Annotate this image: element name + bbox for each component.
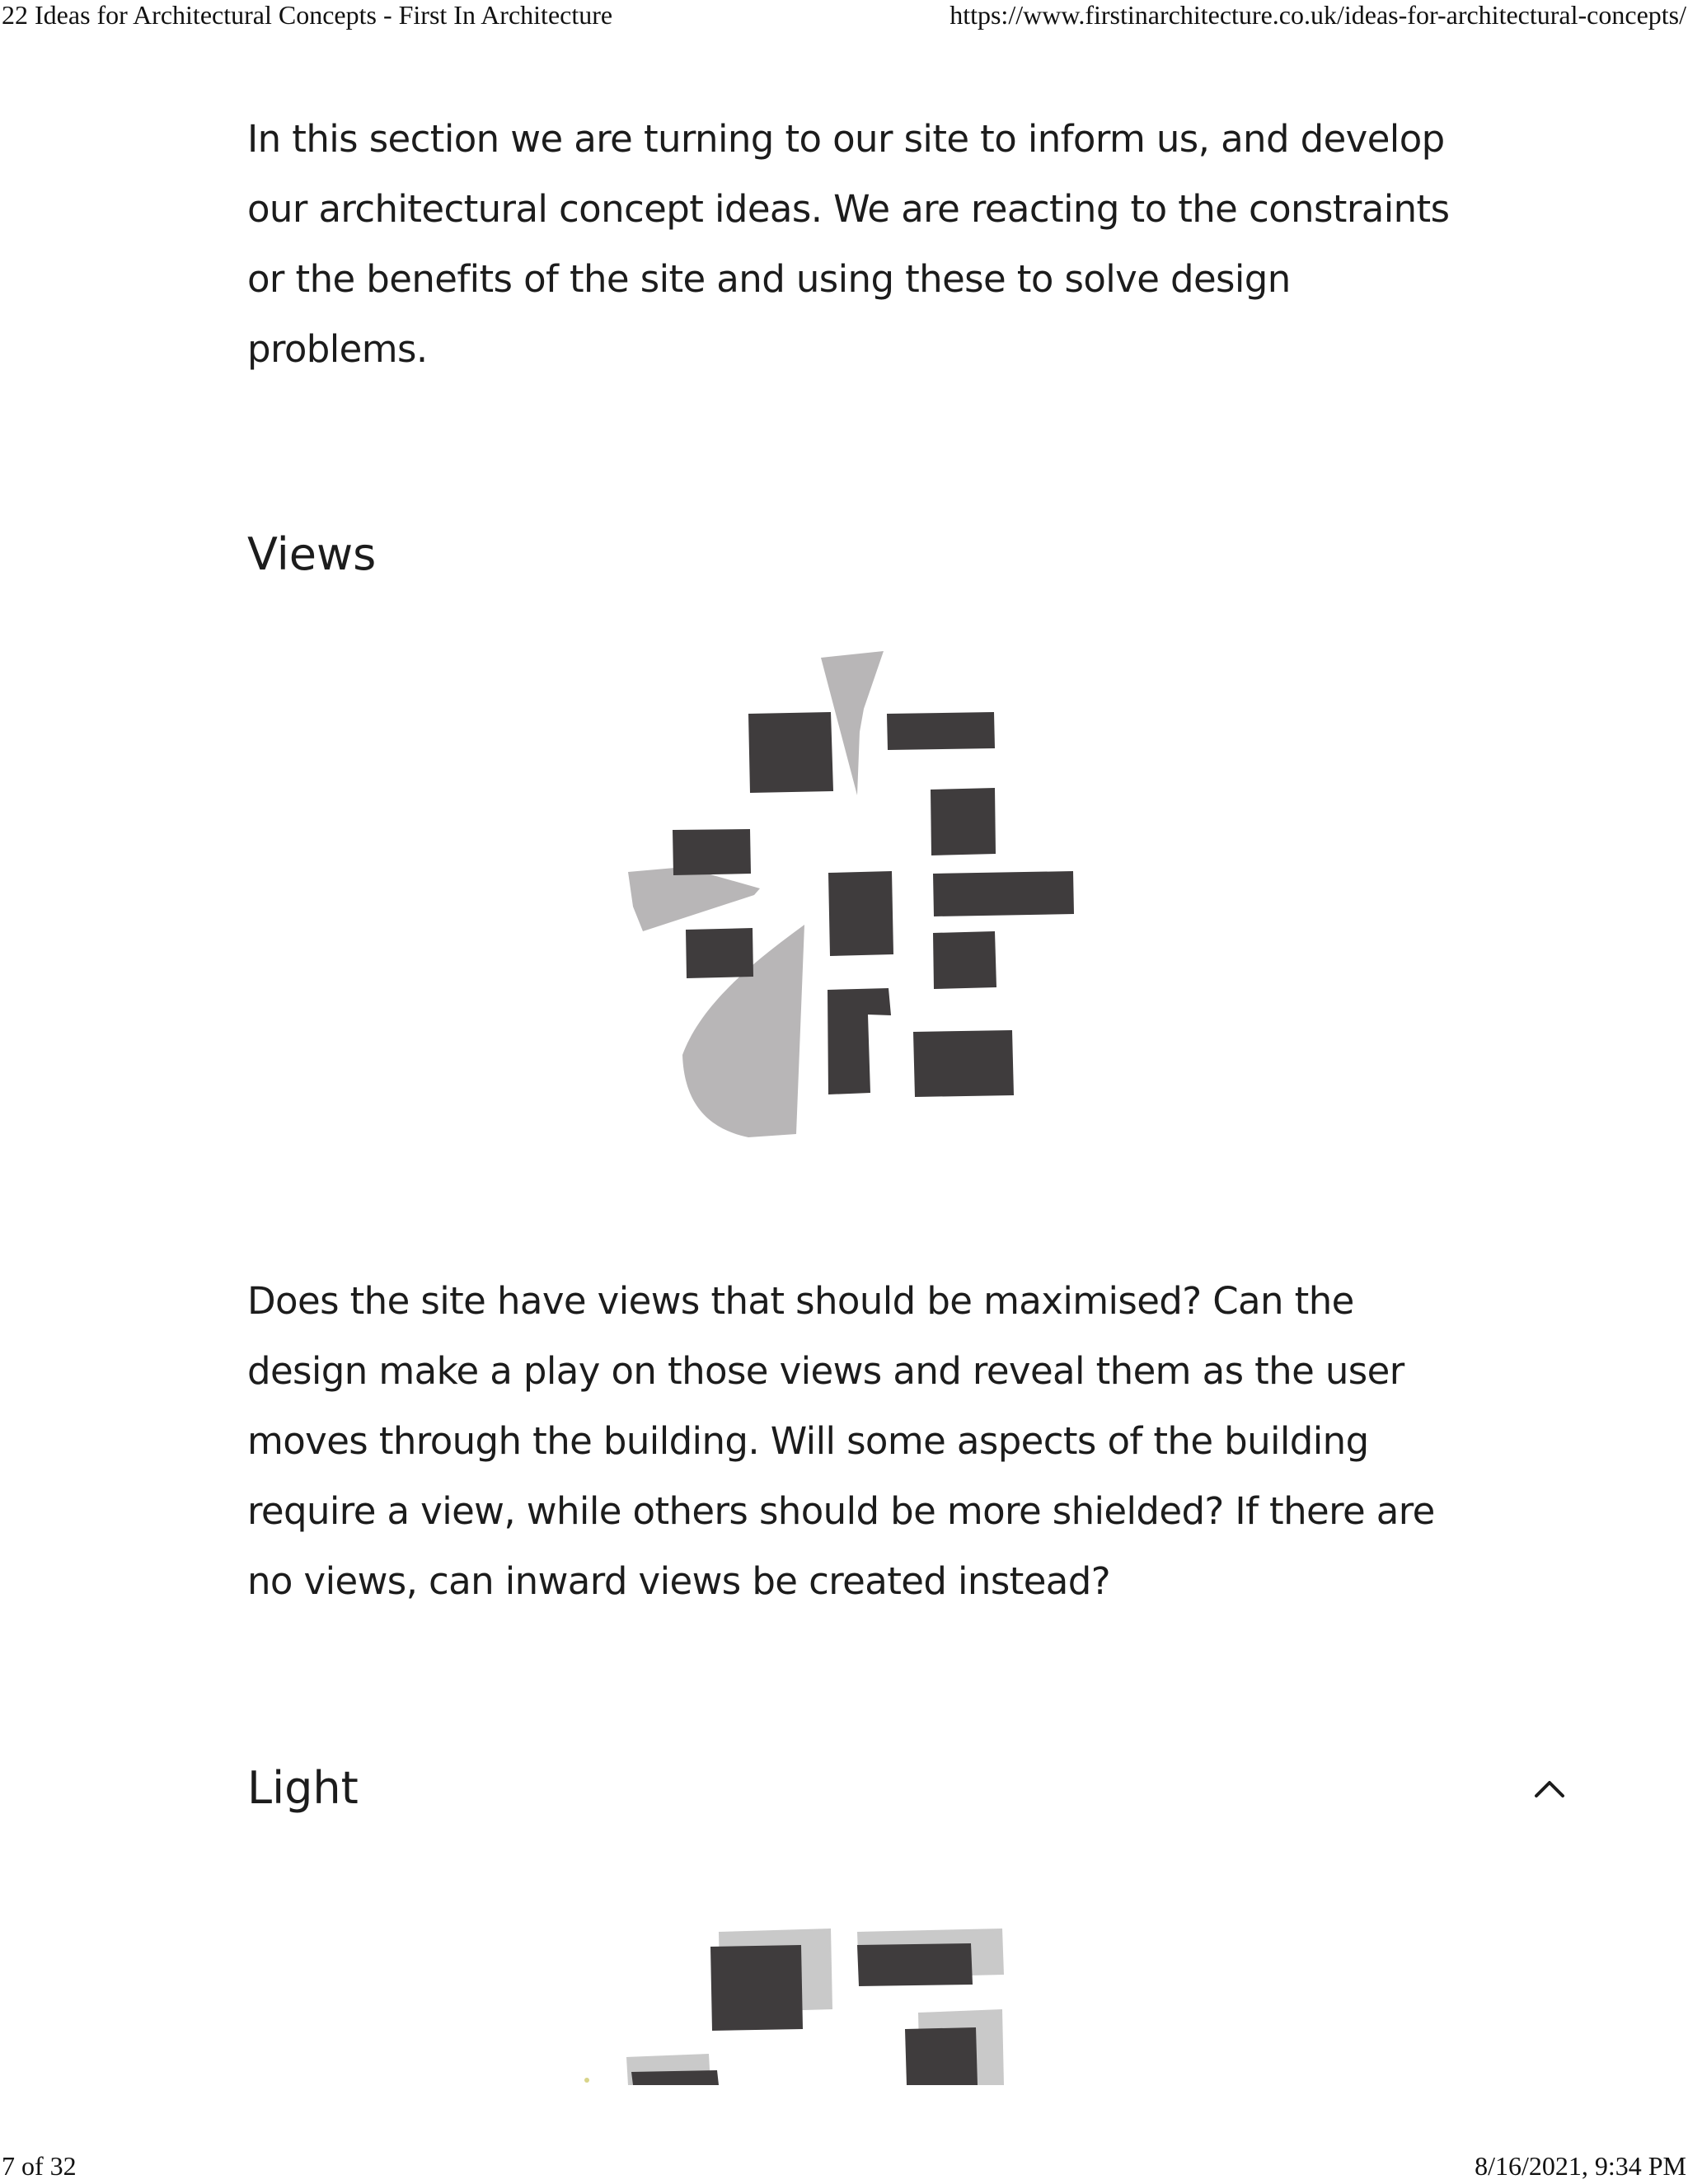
views-paragraph: Does the site have views that should be maximised? Can the design make a play on those views and reveal them as the user moves through the building. Will some aspects of the building require a view, while others should be more shielded? If there are no views, can inward views be created instead?	[247, 1279, 1435, 1603]
scroll-to-top-button[interactable]	[1525, 1764, 1574, 1813]
page-url[interactable]: https://www.firstinarchitecture.co.uk/ideas-for-architectural-concepts/	[950, 0, 1686, 30]
chevron-up-icon	[1531, 1776, 1568, 1801]
page-number: 7 of 32	[2, 2151, 77, 2181]
light-dot	[584, 2078, 589, 2083]
print-datetime: 8/16/2021, 9:34 PM	[1475, 2151, 1686, 2181]
views-diagram	[610, 643, 1121, 1187]
light-diagram-svg	[569, 1912, 1030, 2085]
block-3	[931, 788, 996, 855]
light-block-3	[905, 2027, 978, 2085]
light-block-2	[857, 1943, 973, 1986]
block-5	[828, 871, 893, 956]
page-title: 22 Ideas for Architectural Concepts - First In Architecture	[2, 0, 613, 30]
block-10	[913, 1030, 1014, 1097]
light-block-4	[631, 2070, 719, 2085]
view-cone-left	[628, 867, 760, 931]
light-block-1	[710, 1945, 803, 2031]
print-header	[0, 0, 1688, 33]
block-9	[828, 988, 891, 1094]
views-heading: Views	[247, 528, 377, 580]
block-7	[686, 928, 753, 978]
block-4	[673, 829, 751, 875]
views-diagram-svg	[610, 643, 1121, 1187]
block-6	[933, 871, 1074, 916]
light-diagram	[569, 1912, 1030, 2085]
light-heading: Light	[247, 1762, 359, 1814]
block-8	[933, 931, 996, 989]
block-2	[887, 712, 995, 750]
intro-paragraph: In this section we are turning to our site to inform us, and develop our architectural concept ideas. We are reacting to the constraints or the benefits of the site and using these to solve design problems.	[247, 117, 1450, 371]
print-footer	[0, 2151, 1688, 2184]
block-1	[748, 712, 833, 793]
